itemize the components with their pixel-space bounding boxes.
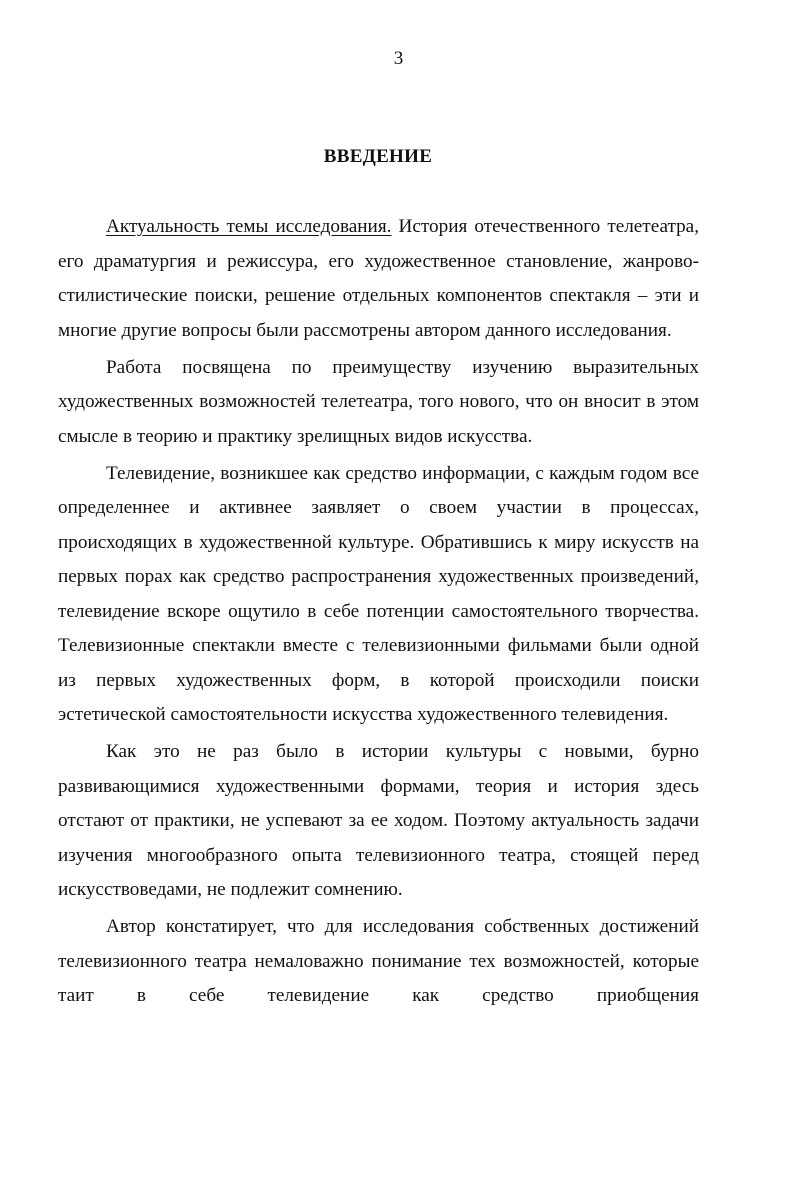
paragraph: Телевидение, возникшее как средство информации, с каждым годом все определеннее и активнее заявляет о своем участии в процессах, происходящих в художественной культуре. Обратившись к миру искусств на первых порах как средство распространения художественных произведений, телевидение вскоре ощутило в себе потенции самостоятельного творчества. Телевизионные спектакли вместе с телевизионными фильмами были одной из первых художественных форм, в которой происходили поиски эстетической самостоятельности искусства художественного телевидения.	[58, 462, 699, 725]
page-title: ВВЕДЕНИЕ	[323, 146, 433, 167]
body-text	[58, 210, 699, 1016]
paragraph: Автор констатирует, что для исследования собственных достижений телевизионного театра немаловажно понимание тех возможностей, которые таит в себе телевидение как средство приобщения	[58, 916, 699, 1006]
paragraph-text: История отечественного телетеатра, его драматургия и режиссура, его художественное становление, жанрово-стилистические поиски, решение отдельных компонентов спектакля – эти и многие другие вопросы были рассмотрены автором данного исследования.	[58, 216, 699, 341]
paragraph-relevance	[58, 210, 699, 348]
paragraph: Работа посвящена по преимуществу изучению выразительных художественных возможностей телетеатра, того нового, что он вносит в этом смысле в теорию и практику зрелищных видов искусства.	[58, 356, 699, 447]
page-number: 3	[393, 48, 404, 69]
paragraph: Как это не раз было в истории культуры с новыми, бурно развивающимися художественными формами, теория и история здесь отстают от практики, не успевают за ее ходом. Поэтому актуальность задачи изучения многообразного опыта телевизионного театра, стоящей перед искусствоведами, не подлежит сомнению.	[58, 741, 699, 900]
relevance-heading: Актуальность темы исследования.	[106, 216, 392, 237]
